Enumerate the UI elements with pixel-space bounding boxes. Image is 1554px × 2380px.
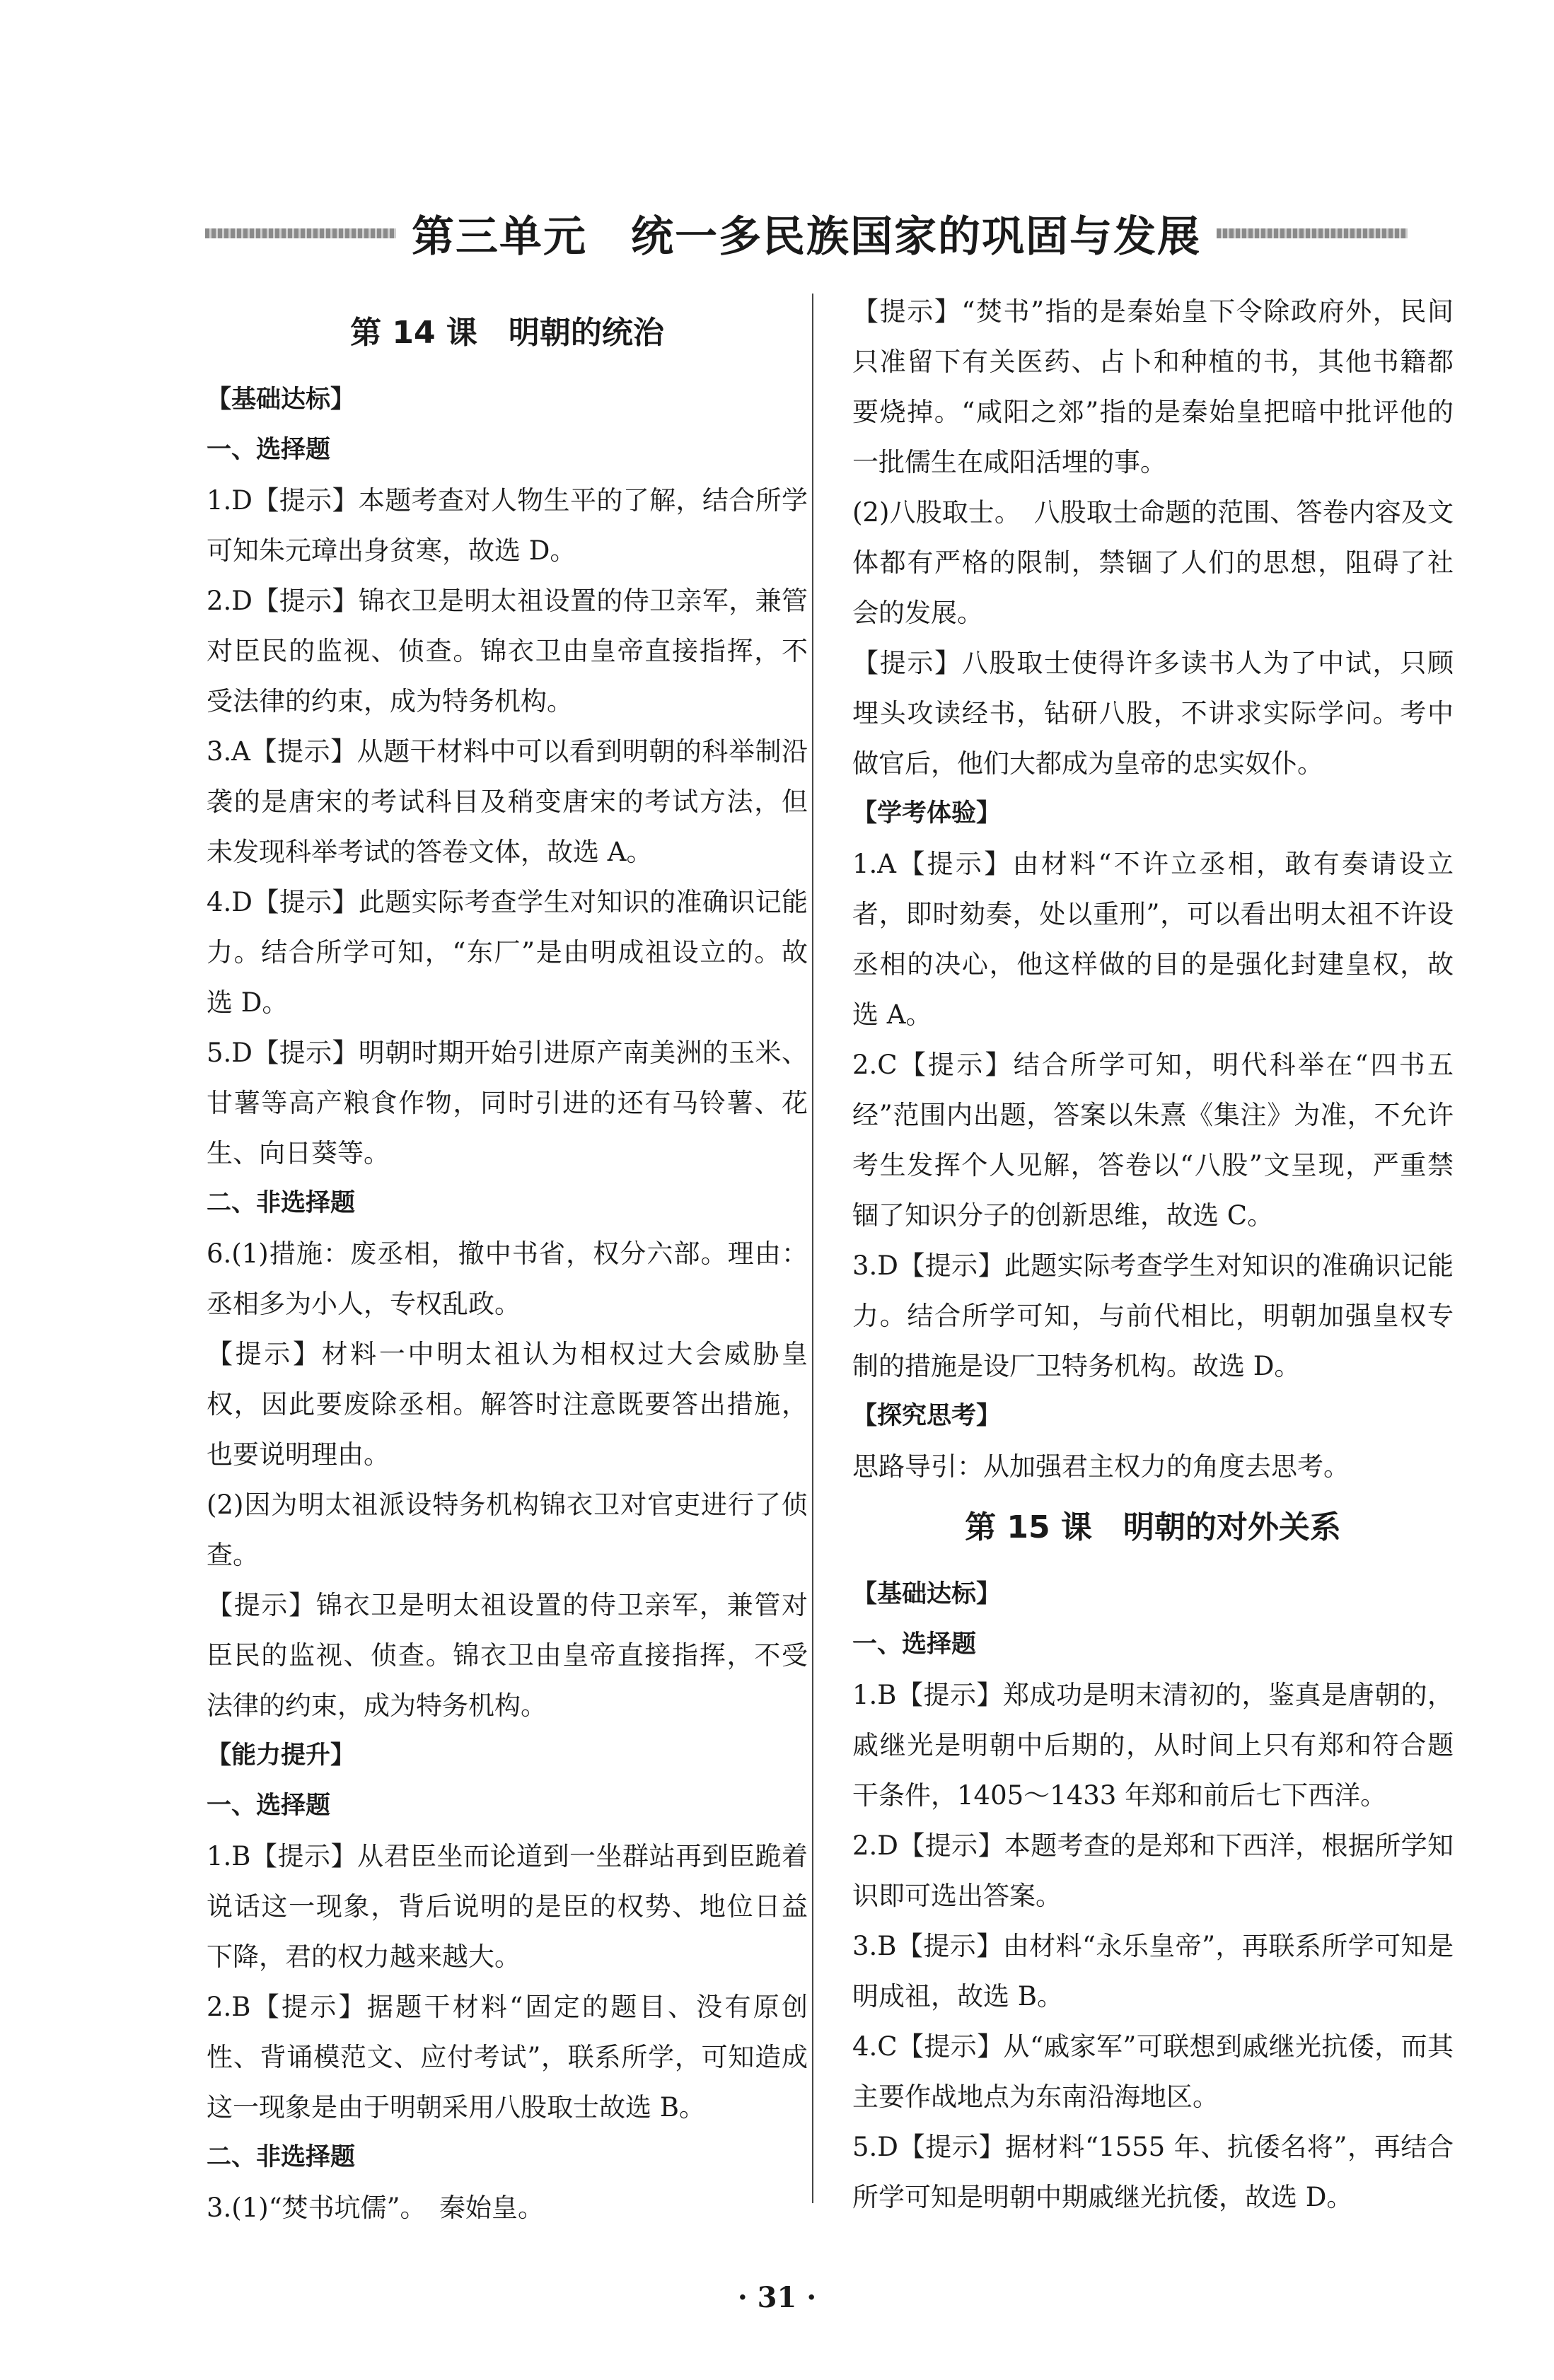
answer-item: (2)因为明太祖派设特务机构锦衣卫对官吏进行了侦查。 <box>207 1490 808 1570</box>
page-number: · 31 · <box>737 2281 817 2314</box>
answer-hint: 【提示】八股取士使得许多读书人为了中试，只顾埋头攻读经书，钻研八股，不讲求实际学问。考中做官后，他们大都成为皇帝的忠实奴仆。 <box>852 648 1454 779</box>
answer-item: 1.D【提示】本题考查对人物生平的了解，结合所学可知朱元璋出身贫寒，故选 D。 <box>207 485 808 566</box>
answer-item: 4.D【提示】此题实际考查学生对知识的准确识记能力。结合所学可知，“东厂”是由明成祖设立的。故选 D。 <box>207 887 808 1018</box>
subsection-non-choice: 二、非选择题 <box>207 1189 356 1217</box>
answer-item: 6.(1)措施：废丞相，撤中书省，权分六部。理由：丞相多为小人，专权乱政。 <box>207 1238 808 1319</box>
subsection-choice: 一、选择题 <box>207 436 331 464</box>
lesson-14-title: 第 14 课 明朝的统治 <box>350 315 664 351</box>
lesson-15-title: 第 15 课 明朝的对外关系 <box>965 1509 1341 1545</box>
unit-header <box>205 202 1408 265</box>
answer-item: 5.D【提示】据材料“1555 年、抗倭名将”，再结合所学可知是明朝中期戚继光抗倭，故选 D。 <box>852 2132 1454 2212</box>
answer-hint: 【提示】材料一中明太祖认为相权过大会威胁皇权，因此要废除丞相。解答时注意既要答出措施，也要说明理由。 <box>207 1339 808 1470</box>
answer-item: 3.A【提示】从题干材料中可以看到明朝的科举制沿袭的是唐宋的考试科目及稍变唐宋的考试方法，但未发现科举考试的答卷文体，故选 A。 <box>207 736 808 867</box>
right-column <box>852 286 1454 2222</box>
subsection-choice: 一、选择题 <box>207 1792 331 1820</box>
answer-item: 2.B【提示】据题干材料“固定的题目、没有原创性、背诵模范文、应付考试”，联系所学，可知造成这一现象是由于明朝采用八股取士故选 B。 <box>207 1992 808 2123</box>
left-column <box>207 297 808 2233</box>
answer-item: 思路导引：从加强君主权力的角度去思考。 <box>852 1451 1350 1482</box>
subsection-choice: 一、选择题 <box>852 1630 977 1659</box>
answer-item: 2.D【提示】本题考查的是郑和下西洋，根据所学知识即可选出答案。 <box>852 1830 1454 1911</box>
answer-item: 3.D【提示】此题实际考查学生对知识的准确识记能力。结合所学可知，与前代相比，明朝加强皇权专制的措施是设厂卫特务机构。故选 D。 <box>852 1250 1454 1381</box>
answer-item: 1.B【提示】郑成功是明末清初的，鉴真是唐朝的，戚继光是明朝中后期的，从时间上只有郑和符合题干条件，1405～1433 年郑和前后七下西洋。 <box>852 1680 1454 1811</box>
answer-item: (2)八股取士。 八股取士命题的范围、答卷内容及文体都有严格的限制，禁锢了人们的思想，阻碍了社会的发展。 <box>852 497 1454 628</box>
answer-item: 1.A【提示】由材料“不许立丞相，敢有奏请设立者，即时劾奏，处以重刑”，可以看出明太祖不许设丞相的决心，他这样做的目的是强化封建皇权，故选 A。 <box>852 849 1454 1030</box>
answer-item: 2.D【提示】锦衣卫是明太祖设置的侍卫亲军，兼管对臣民的监视、侦查。锦衣卫由皇帝直接指挥，不受法律的约束，成为特务机构。 <box>207 586 808 716</box>
section-improve: 【能力提升】 <box>207 1741 356 1770</box>
answer-item: 4.C【提示】从“戚家军”可联想到戚继光抗倭，而其主要作战地点为东南沿海地区。 <box>852 2031 1454 2112</box>
subsection-non-choice: 二、非选择题 <box>207 2143 356 2171</box>
section-exam: 【学考体验】 <box>852 799 1002 828</box>
section-basic: 【基础达标】 <box>207 385 356 414</box>
answer-item: 2.C【提示】结合所学可知，明代科举在“四书五经”范围内出题，答案以朱熹《集注》为准，不允许考生发挥个人见解，答卷以“八股”文呈现，严重禁锢了知识分子的创新思维，故选 C。 <box>852 1050 1454 1231</box>
header-rule-left <box>205 228 396 238</box>
section-basic: 【基础达标】 <box>852 1580 1002 1608</box>
answer-item: 3.B【提示】由材料“永乐皇帝”，再联系所学可知是明成祖，故选 B。 <box>852 1931 1454 2012</box>
answer-hint: 【提示】锦衣卫是明太祖设置的侍卫亲军，兼管对臣民的监视、侦查。锦衣卫由皇帝直接指挥，不受法律的约束，成为特务机构。 <box>207 1590 808 1721</box>
answer-hint: 【提示】“焚书”指的是秦始皇下令除政府外，民间只准留下有关医药、占卜和种植的书，其他书籍都要烧掉。“咸阳之郊”指的是秦始皇把暗中批评他的一批儒生在咸阳活埋的事。 <box>852 296 1454 477</box>
answer-item: 3.(1)“焚书坑儒”。 秦始皇。 <box>207 2193 545 2223</box>
section-explore: 【探究思考】 <box>852 1402 1002 1430</box>
unit-title: 第三单元 统一多民族国家的巩固与发展 <box>412 212 1201 262</box>
column-divider <box>812 294 813 2203</box>
answer-item: 1.B【提示】从君臣坐而论道到一坐群站再到臣跪着说话这一现象，背后说明的是臣的权势、地位日益下降，君的权力越来越大。 <box>207 1841 808 1972</box>
header-rule-right <box>1217 228 1408 238</box>
answer-item: 5.D【提示】明朝时期开始引进原产南美洲的玉米、甘薯等高产粮食作物，同时引进的还有马铃薯、花生、向日葵等。 <box>207 1038 808 1168</box>
